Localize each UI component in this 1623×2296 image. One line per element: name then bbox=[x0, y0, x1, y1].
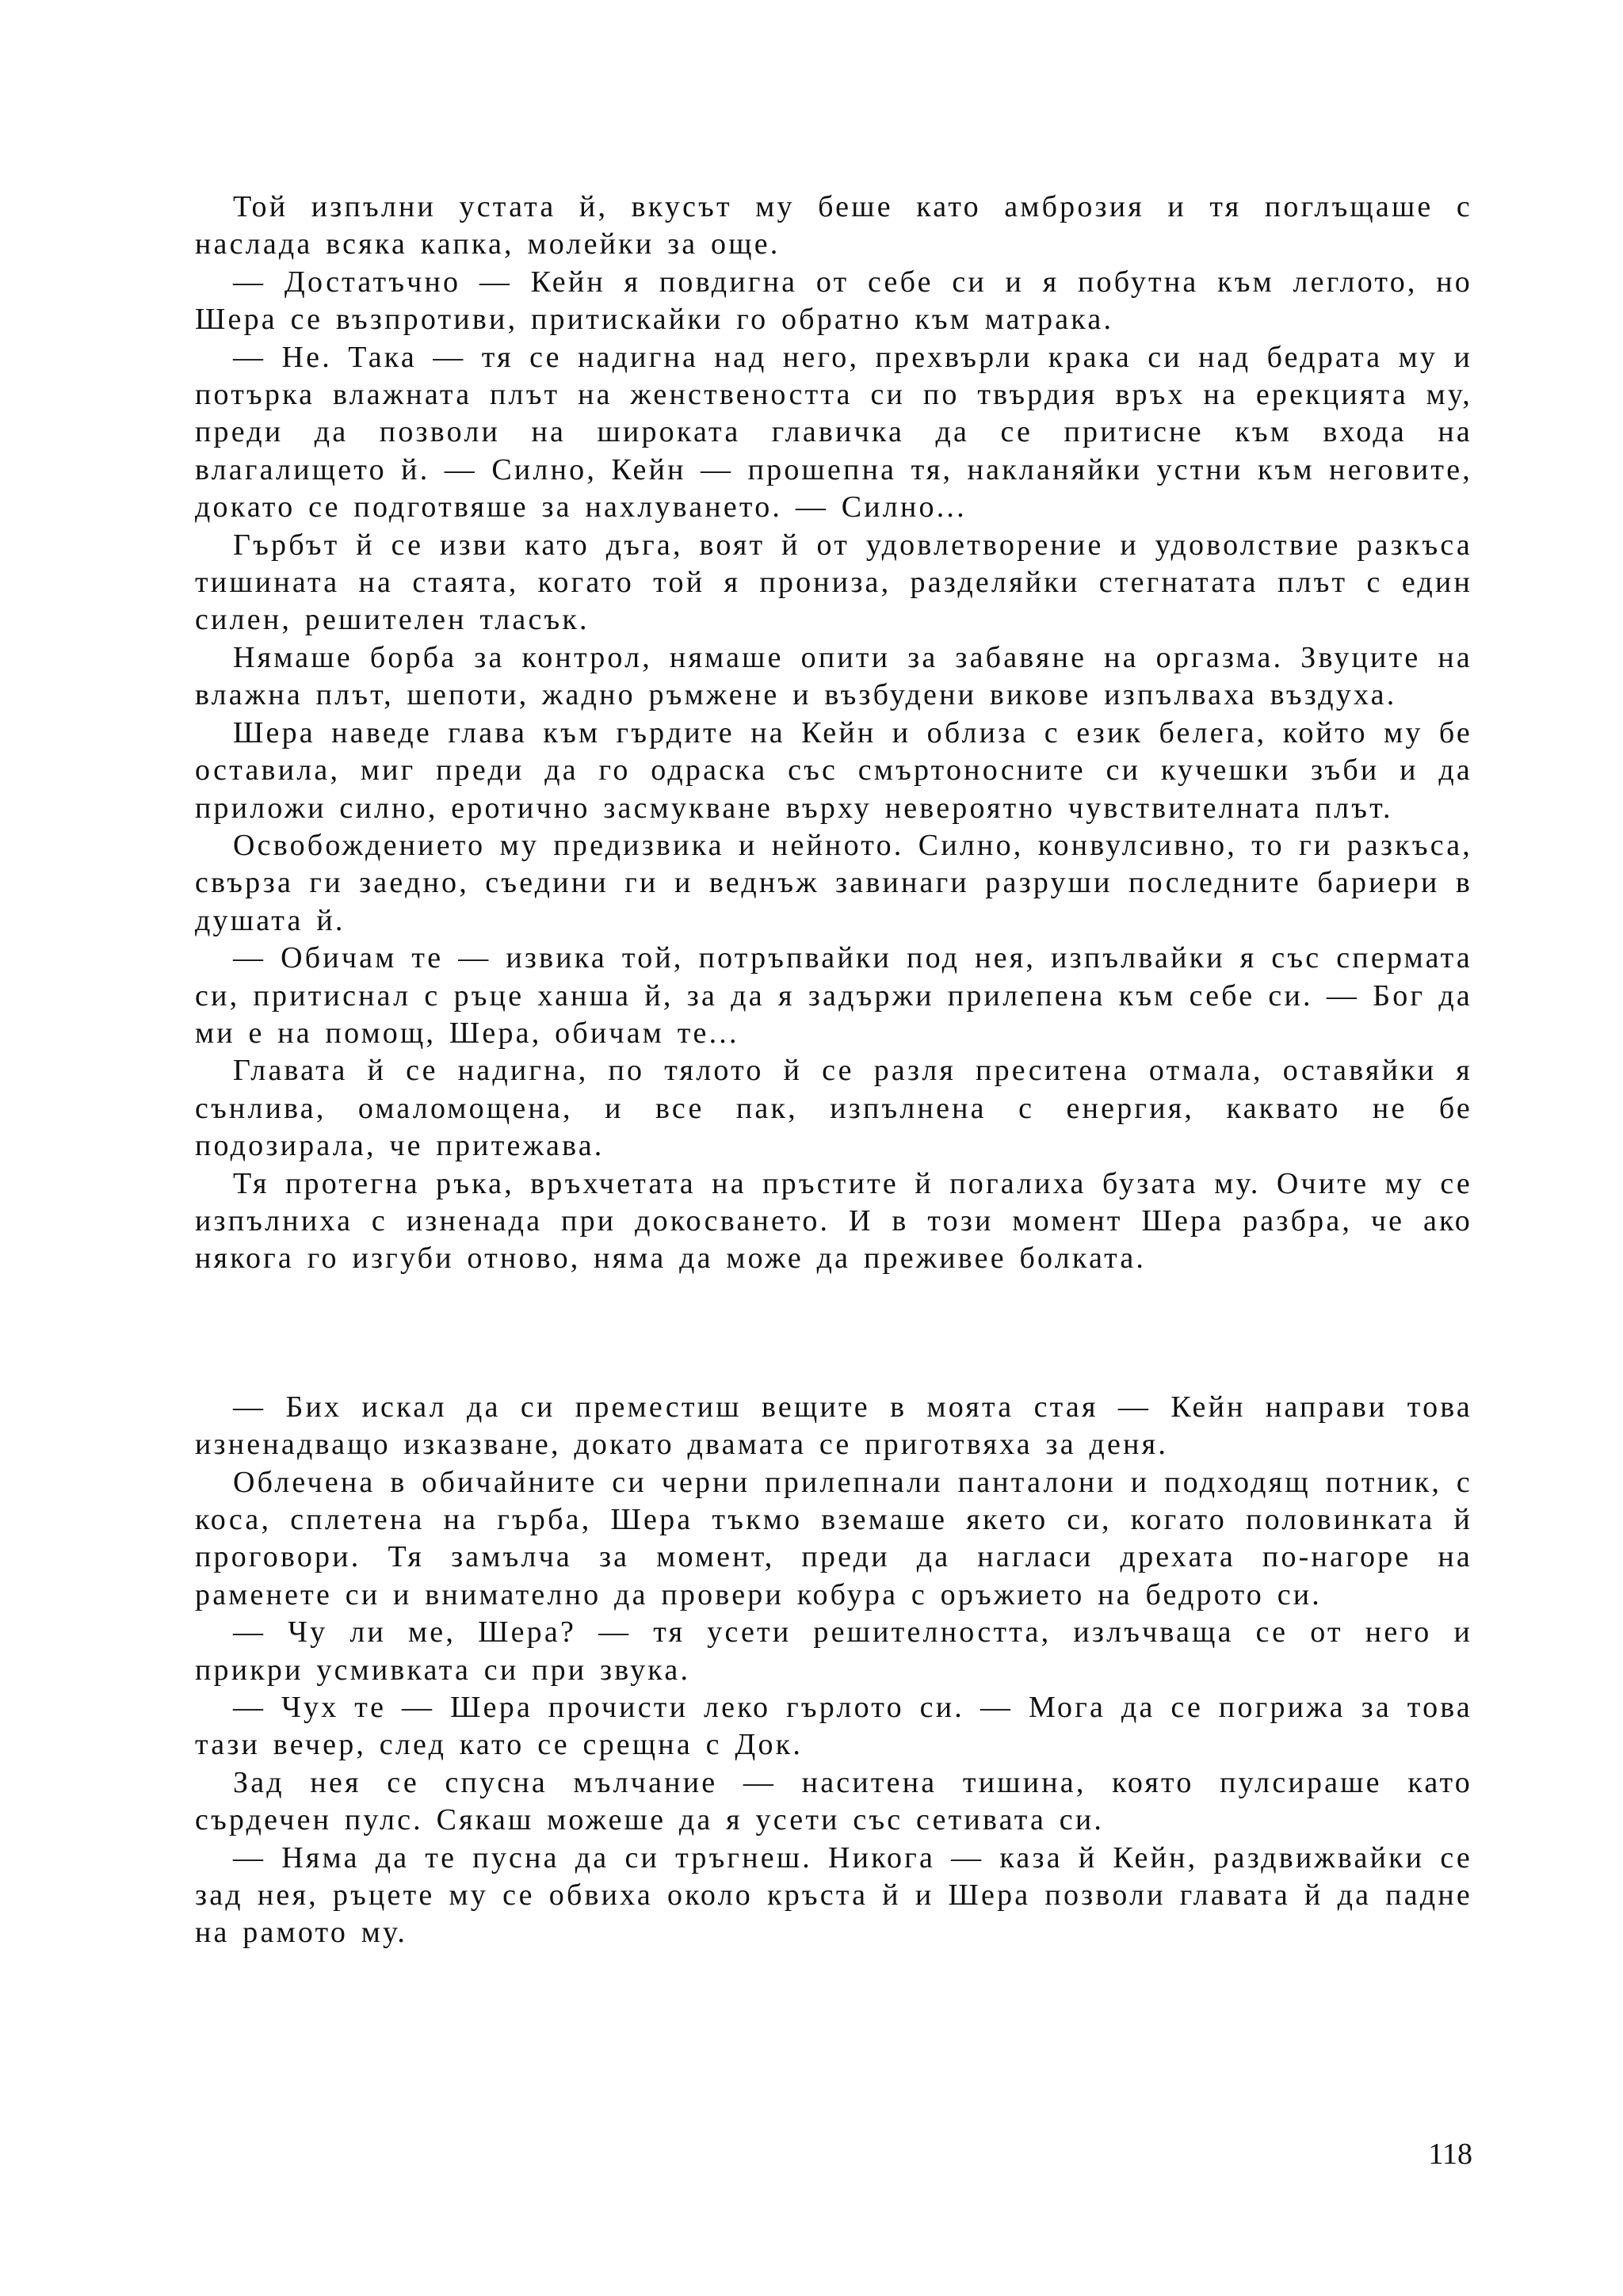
section-2 bbox=[195, 1389, 1472, 1952]
page-number: 118 bbox=[1428, 2138, 1472, 2171]
paragraph: — Не. Така — тя се надигна над него, прехвърли крака си над бедрата му и потърка влажната плът на женствеността си по твърдия връх на ерекцията му, преди да позволи на широката главичка да се притисне към входа на влагалището й. — Силно, Кейн — прошепна тя, накланяйки устни към неговите, докато се подготвяше за нахлуването. — Силно... bbox=[195, 340, 1472, 524]
paragraph: — Достатъчно — Кейн я повдигна от себе си и я побутна към леглото, но Шера се възпротиви, притискайки го обратно към матрака. bbox=[195, 265, 1472, 337]
page-body bbox=[195, 189, 1472, 1952]
paragraph: Шера наведе глава към гърдите на Кейн и облиза с език белега, който му бе оставила, миг преди да го одраска със смъртоносните си кучешки зъби и да приложи силно, еротично засмукване върху невероятно чувствителната плът. bbox=[195, 715, 1472, 825]
paragraph: Освобождението му предизвика и нейното. Силно, конвулсивно, то ги разкъса, свърза ги заедно, съедини ги и веднъж завинаги разруши последните бариери в душата й. bbox=[195, 828, 1472, 937]
paragraph: — Чу ли ме, Шера? — тя усети решителността, излъчваща се от него и прикри усмивката си при звука. bbox=[195, 1615, 1472, 1687]
paragraph: — Няма да те пусна да си тръгнеш. Никога — каза й Кейн, раздвижвайки се зад нея, ръцете му се обвиха около кръста й и Шера позволи главата й да падне на рамото му. bbox=[195, 1840, 1472, 1950]
section-break bbox=[195, 1278, 1472, 1389]
paragraph: Главата й се надигна, по тялото й се разля преситена отмала, оставяйки я сънлива, омаломощена, и все пак, изпълнена с енергия, каквато не бе подозирала, че притежава. bbox=[195, 1054, 1472, 1163]
paragraph: — Обичам те — извика той, потръпвайки под нея, изпълвайки я със спермата си, притиснал с ръце ханша й, за да я задържи прилепена към себе си. — Бог да ми е на помощ, Шера, обичам те... bbox=[195, 941, 1472, 1050]
section-1 bbox=[195, 189, 1472, 1278]
paragraph: Нямаше борба за контрол, нямаше опити за забавяне на оргазма. Звуците на влажна плът, шепоти, жадно ръмжене и възбудени викове изпълваха въздуха. bbox=[195, 640, 1472, 712]
paragraph: — Бих искал да си преместиш вещите в моята стая — Кейн направи това изненадващо изказване, докато двамата се приготвяха за деня. bbox=[195, 1390, 1472, 1462]
paragraph: Гърбът й се изви като дъга, воят й от удовлетворение и удоволствие разкъса тишината на стаята, когато той я прониза, разделяйки стегнатата плът с един силен, решителен тласък. bbox=[195, 528, 1472, 637]
paragraph: Той изпълни устата й, вкусът му беше като амброзия и тя поглъщаше с наслада всяка капка, молейки за още. bbox=[195, 190, 1472, 261]
paragraph: Зад нея се спусна мълчание — наситена тишина, която пулсираше като сърдечен пулс. Сякаш можеше да я усети със сетивата си. bbox=[195, 1765, 1472, 1837]
paragraph: — Чух те — Шера прочисти леко гърлото си. — Мога да се погрижа за това тази вечер, след като се срещна с Док. bbox=[195, 1691, 1472, 1762]
paragraph: Облечена в обичайните си черни прилепнали панталони и подходящ потник, с коса, сплетена на гърба, Шера тъкмо вземаше якето си, когато половинката й проговори. Тя замълча за момент, преди да нагласи дрехата по-нагоре на раменете си и внимателно да провери кобура с оръжието на бедрото си. bbox=[195, 1465, 1472, 1611]
paragraph: Тя протегна ръка, връхчетата на пръстите й погалиха бузата му. Очите му се изпълниха с изненада при докосването. И в този момент Шера разбра, че ако някога го изгуби отново, няма да може да преживее болката. bbox=[195, 1166, 1472, 1276]
